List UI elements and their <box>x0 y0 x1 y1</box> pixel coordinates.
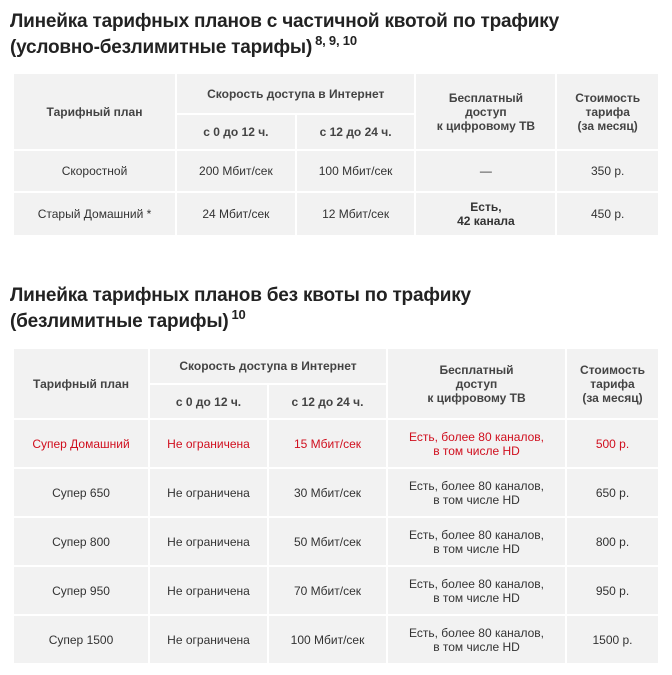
header-price: Стоимость тарифа (за месяц) <box>567 349 658 418</box>
section2-footnote-refs: 10 <box>231 307 246 322</box>
plan-name: Супер 950 <box>14 567 148 614</box>
plan-name: Старый Домашний * <box>14 193 175 235</box>
header-speed-0-12: с 0 до 12 ч. <box>177 115 295 149</box>
tv-access: Есть, более 80 каналов, в том числе HD <box>388 616 565 663</box>
speed-night: 100 Мбит/сек <box>269 616 386 663</box>
price: 450 р. <box>557 193 658 235</box>
price: 1500 р. <box>567 616 658 663</box>
header-tv: Бесплатный доступ к цифровому ТВ <box>388 349 565 418</box>
plan-name: Супер 1500 <box>14 616 148 663</box>
speed-night: 15 Мбит/сек <box>269 420 386 467</box>
header-speed-0-12: с 0 до 12 ч. <box>150 385 267 418</box>
table-row <box>14 469 658 516</box>
section2-title <box>10 283 471 336</box>
speed-day: Не ограничена <box>150 518 267 565</box>
tv-access: Есть, более 80 каналов, в том числе HD <box>388 420 565 467</box>
speed-day: Не ограничена <box>150 616 267 663</box>
header-price: Стоимость тарифа (за месяц) <box>557 74 658 149</box>
header-speed: Скорость доступа в Интернет <box>150 349 386 383</box>
speed-night: 12 Мбит/сек <box>297 193 415 235</box>
speed-day: Не ограничена <box>150 469 267 516</box>
speed-day: Не ограничена <box>150 420 267 467</box>
header-tv: Бесплатный доступ к цифровому ТВ <box>416 74 555 149</box>
header-speed-12-24: с 12 до 24 ч. <box>269 385 386 418</box>
tv-access: — <box>416 151 555 191</box>
speed-night: 100 Мбит/сек <box>297 151 415 191</box>
tv-access: Есть, более 80 каналов, в том числе HD <box>388 567 565 614</box>
header-speed-12-24: с 12 до 24 ч. <box>297 115 415 149</box>
header-plan: Тарифный план <box>14 74 175 149</box>
price: 500 р. <box>567 420 658 467</box>
speed-night: 70 Мбит/сек <box>269 567 386 614</box>
section1-title-line1: Линейка тарифных планов с частичной квотой по трафику <box>10 11 559 32</box>
partial-quota-tariffs-table <box>12 72 660 237</box>
speed-day: Не ограничена <box>150 567 267 614</box>
price: 950 р. <box>567 567 658 614</box>
plan-name: Скоростной <box>14 151 175 191</box>
section1-title-line2: (условно-безлимитные тарифы) <box>10 37 313 58</box>
plan-name: Супер Домашний <box>14 420 148 467</box>
table-row <box>14 151 658 191</box>
section2-title-line2: (безлимитные тарифы) <box>10 311 229 332</box>
tv-access: Есть, 42 канала <box>416 193 555 235</box>
table-row <box>14 193 658 235</box>
speed-day: 24 Мбит/сек <box>177 193 295 235</box>
price: 350 р. <box>557 151 658 191</box>
speed-night: 30 Мбит/сек <box>269 469 386 516</box>
table-row <box>14 518 658 565</box>
table-row <box>14 616 658 663</box>
speed-day: 200 Мбит/сек <box>177 151 295 191</box>
section1-title <box>10 9 559 62</box>
tv-access: Есть, более 80 каналов, в том числе HD <box>388 518 565 565</box>
price: 800 р. <box>567 518 658 565</box>
header-plan: Тарифный план <box>14 349 148 418</box>
plan-name: Супер 800 <box>14 518 148 565</box>
header-speed: Скорость доступа в Интернет <box>177 74 414 113</box>
tv-access: Есть, более 80 каналов, в том числе HD <box>388 469 565 516</box>
section1-footnote-refs: 8, 9, 10 <box>315 33 357 48</box>
price: 650 р. <box>567 469 658 516</box>
section2-title-line1: Линейка тарифных планов без квоты по трафику <box>10 285 471 306</box>
table-row <box>14 567 658 614</box>
unlimited-tariffs-table <box>12 347 660 665</box>
plan-name: Супер 650 <box>14 469 148 516</box>
speed-night: 50 Мбит/сек <box>269 518 386 565</box>
table-row-highlighted <box>14 420 658 467</box>
